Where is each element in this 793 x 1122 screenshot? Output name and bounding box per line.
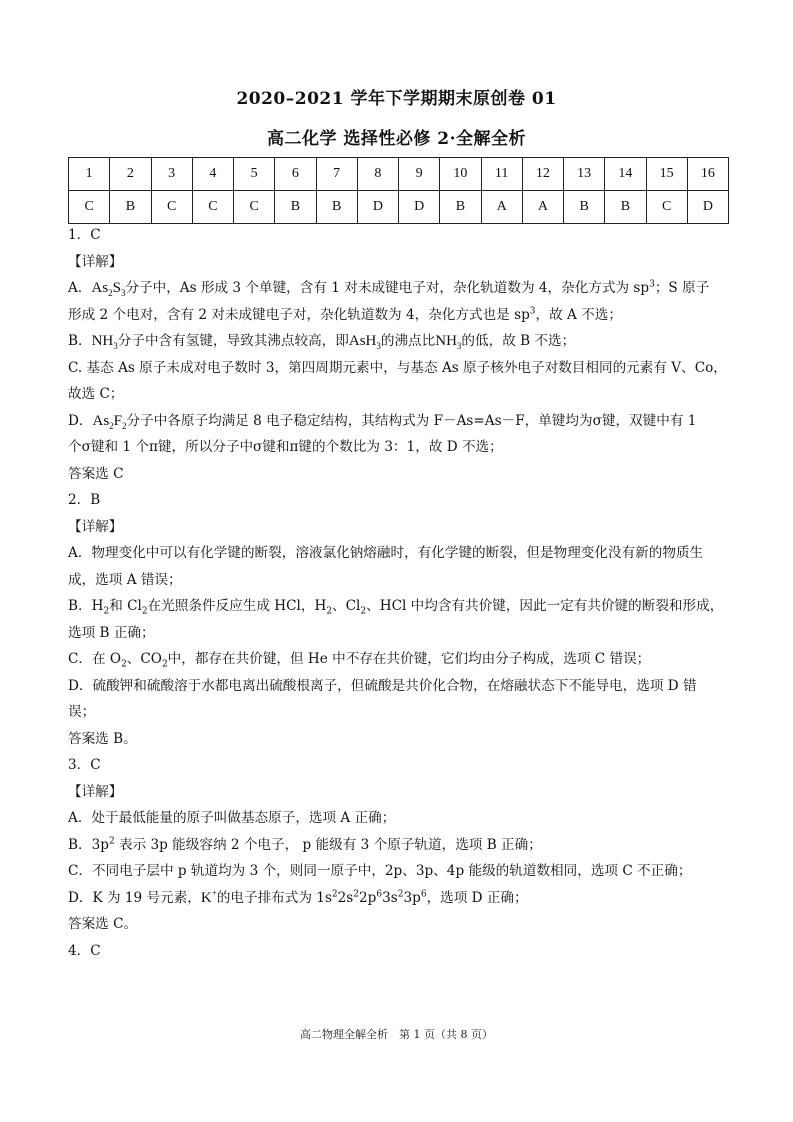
- question-number-cell: 9: [399, 158, 440, 191]
- q2-detail-label: 【详解】: [68, 518, 123, 535]
- q2-option-d-line1: D．硫酸钾和硫酸溶于水都电离出硫酸根离子，但硫酸是共价化合物，在熔融状态下不能导电，选项 D 错: [68, 677, 697, 694]
- answer-cell: C: [192, 191, 233, 224]
- q3-heading: 3．C: [68, 757, 101, 773]
- question-number-cell: 7: [316, 158, 357, 191]
- question-number-cell: 12: [522, 158, 563, 191]
- q1-option-b: B．$NH_3$分子中含有氢键，导致其沸点较高，即AsH$_3$的沸点比$NH_3$的低，故 B 不选；: [68, 333, 576, 351]
- answer-cell: B: [440, 191, 481, 224]
- q1-option-d-line1: D．$As_2F_2$分子中各原子均满足 8 电子稳定结构，其结构式为 F－As=As－F，单键均为σ键，双键中有 1: [68, 412, 697, 431]
- answer-table-answer-row: [69, 191, 729, 224]
- question-number-cell: 13: [564, 158, 605, 191]
- answer-cell: C: [69, 191, 110, 224]
- answer-cell: A: [481, 191, 522, 224]
- answer-cell: C: [646, 191, 687, 224]
- formula-nh3: $NH_3$: [91, 333, 118, 351]
- question-number-cell: 5: [234, 158, 275, 191]
- q2-heading: 2．B: [68, 492, 101, 508]
- document-title: 2020–2021 学年下学期期末原创卷 01: [236, 89, 557, 109]
- formula-as2s3: $As_2S_3$: [91, 280, 126, 298]
- q2-option-a-line2: 成，选项 A 错误；: [68, 571, 182, 588]
- q1-option-a-line1: A．$As_2S_3$分子中，As 形成 3 个单键，含有 1 对未成键电子对，杂化轨道数为 4，杂化方式为 $sp^3$；S 原子: [68, 279, 710, 298]
- page-footer: 高二物理全解全析 第 1 页（共 8 页）: [300, 1028, 493, 1041]
- q1-detail-label: 【详解】: [68, 253, 123, 270]
- q2-option-b-line1: B．$H_2$和 $Cl_2$在光照条件反应生成 HCl，$H_2$、$Cl_2$、HCl 中均含有共价键，因此一定有共价键的断裂和形成，: [68, 598, 724, 617]
- question-number-cell: 4: [192, 158, 233, 191]
- formula-nh3-second: $NH_3$: [435, 333, 462, 351]
- answer-cell: B: [605, 191, 646, 224]
- q1-answer: 答案选 C: [68, 465, 124, 482]
- q1-option-d-line2: 个σ键和 1 个π键，所以分子中σ键和π键的个数比为 3：1，故 D 不选；: [68, 439, 503, 455]
- q2-option-a-line1: A．物理变化中可以有化学键的断裂，溶液氯化钠熔融时，有化学键的断裂，但是物理变化没有新的物质生: [68, 545, 704, 561]
- answer-table-number-row: [69, 158, 729, 191]
- q3-option-a: A．处于最低能量的原子叫做基态原子，选项 A 正确；: [68, 810, 396, 826]
- question-number-cell: 10: [440, 158, 481, 191]
- answer-explanations: [68, 222, 730, 964]
- document-subtitle: 高二化学 选择性必修 2·全解全析: [266, 129, 527, 149]
- answer-cell: D: [399, 191, 440, 224]
- q3-option-d: D．K 为 19 号元素，K+的电子排布式为 $1s^22s^22p^63s^23p^6$，选项 D 正确；: [68, 887, 528, 906]
- q1-option-c-line1: C. 基态 As 原子未成对电子数时 3，第四周期元素中，与基态 As 原子核外电子对数目相同的元素有 V、Co，: [68, 359, 727, 376]
- formula-k-ion: K+: [200, 887, 217, 906]
- answer-cell: D: [357, 191, 398, 224]
- answer-cell: A: [522, 191, 563, 224]
- formula-ash3: AsH$_3$: [348, 333, 381, 351]
- answer-cell: D: [687, 191, 728, 224]
- question-number-cell: 6: [275, 158, 316, 191]
- question-number-cell: 16: [687, 158, 728, 191]
- answer-cell: C: [234, 191, 275, 224]
- q3-answer: 答案选 C。: [68, 916, 138, 932]
- question-number-cell: 3: [151, 158, 192, 191]
- q4-heading: 4．C: [68, 942, 101, 959]
- question-number-cell: 15: [646, 158, 687, 191]
- question-number-cell: 1: [69, 158, 110, 191]
- question-number-cell: 11: [481, 158, 522, 191]
- answer-cell: B: [110, 191, 151, 224]
- q2-option-b-line2: 选项 B 正确；: [68, 624, 155, 641]
- q3-option-b: B．$3p^2$ 表示 3p 能级容纳 2 个电子， p 能级有 3 个原子轨道，选项 B 正确；: [68, 835, 542, 853]
- question-number-cell: 2: [110, 158, 151, 191]
- q1-heading: 1．C: [68, 227, 101, 243]
- q1-option-c-line2: 故选 C；: [68, 386, 124, 402]
- q3-option-c: C．不同电子层中 p 轨道均为 3 个，则同一原子中，2p、3p、4p 能级的轨道数相同，选项 C 不正确；: [68, 863, 692, 879]
- q1-a-prefix: A．: [68, 280, 92, 296]
- answer-cell: B: [316, 191, 357, 224]
- q2-answer: 答案选 B。: [68, 730, 137, 747]
- answer-table: [68, 157, 729, 224]
- question-number-cell: 14: [605, 158, 646, 191]
- answer-cell: B: [564, 191, 605, 224]
- q2-option-c: C．在 $O_2$、$CO_2$中，都存在共价键，但 He 中不存在共价键，它们均由分子构成，选项 C 错误；: [68, 651, 651, 670]
- q2-option-d-line2: 误；: [68, 704, 96, 720]
- question-number-cell: 8: [357, 158, 398, 191]
- answer-cell: B: [275, 191, 316, 224]
- q1-option-a-line2: 形成 2 个电对，含有 2 对未成键电子对，杂化轨道数为 4，杂化方式也是 $sp^3$，故 A 不选；: [68, 305, 622, 323]
- formula-as2f2: $As_2F_2$: [92, 412, 127, 431]
- q3-detail-label: 【详解】: [68, 783, 123, 800]
- answer-cell: C: [151, 191, 192, 224]
